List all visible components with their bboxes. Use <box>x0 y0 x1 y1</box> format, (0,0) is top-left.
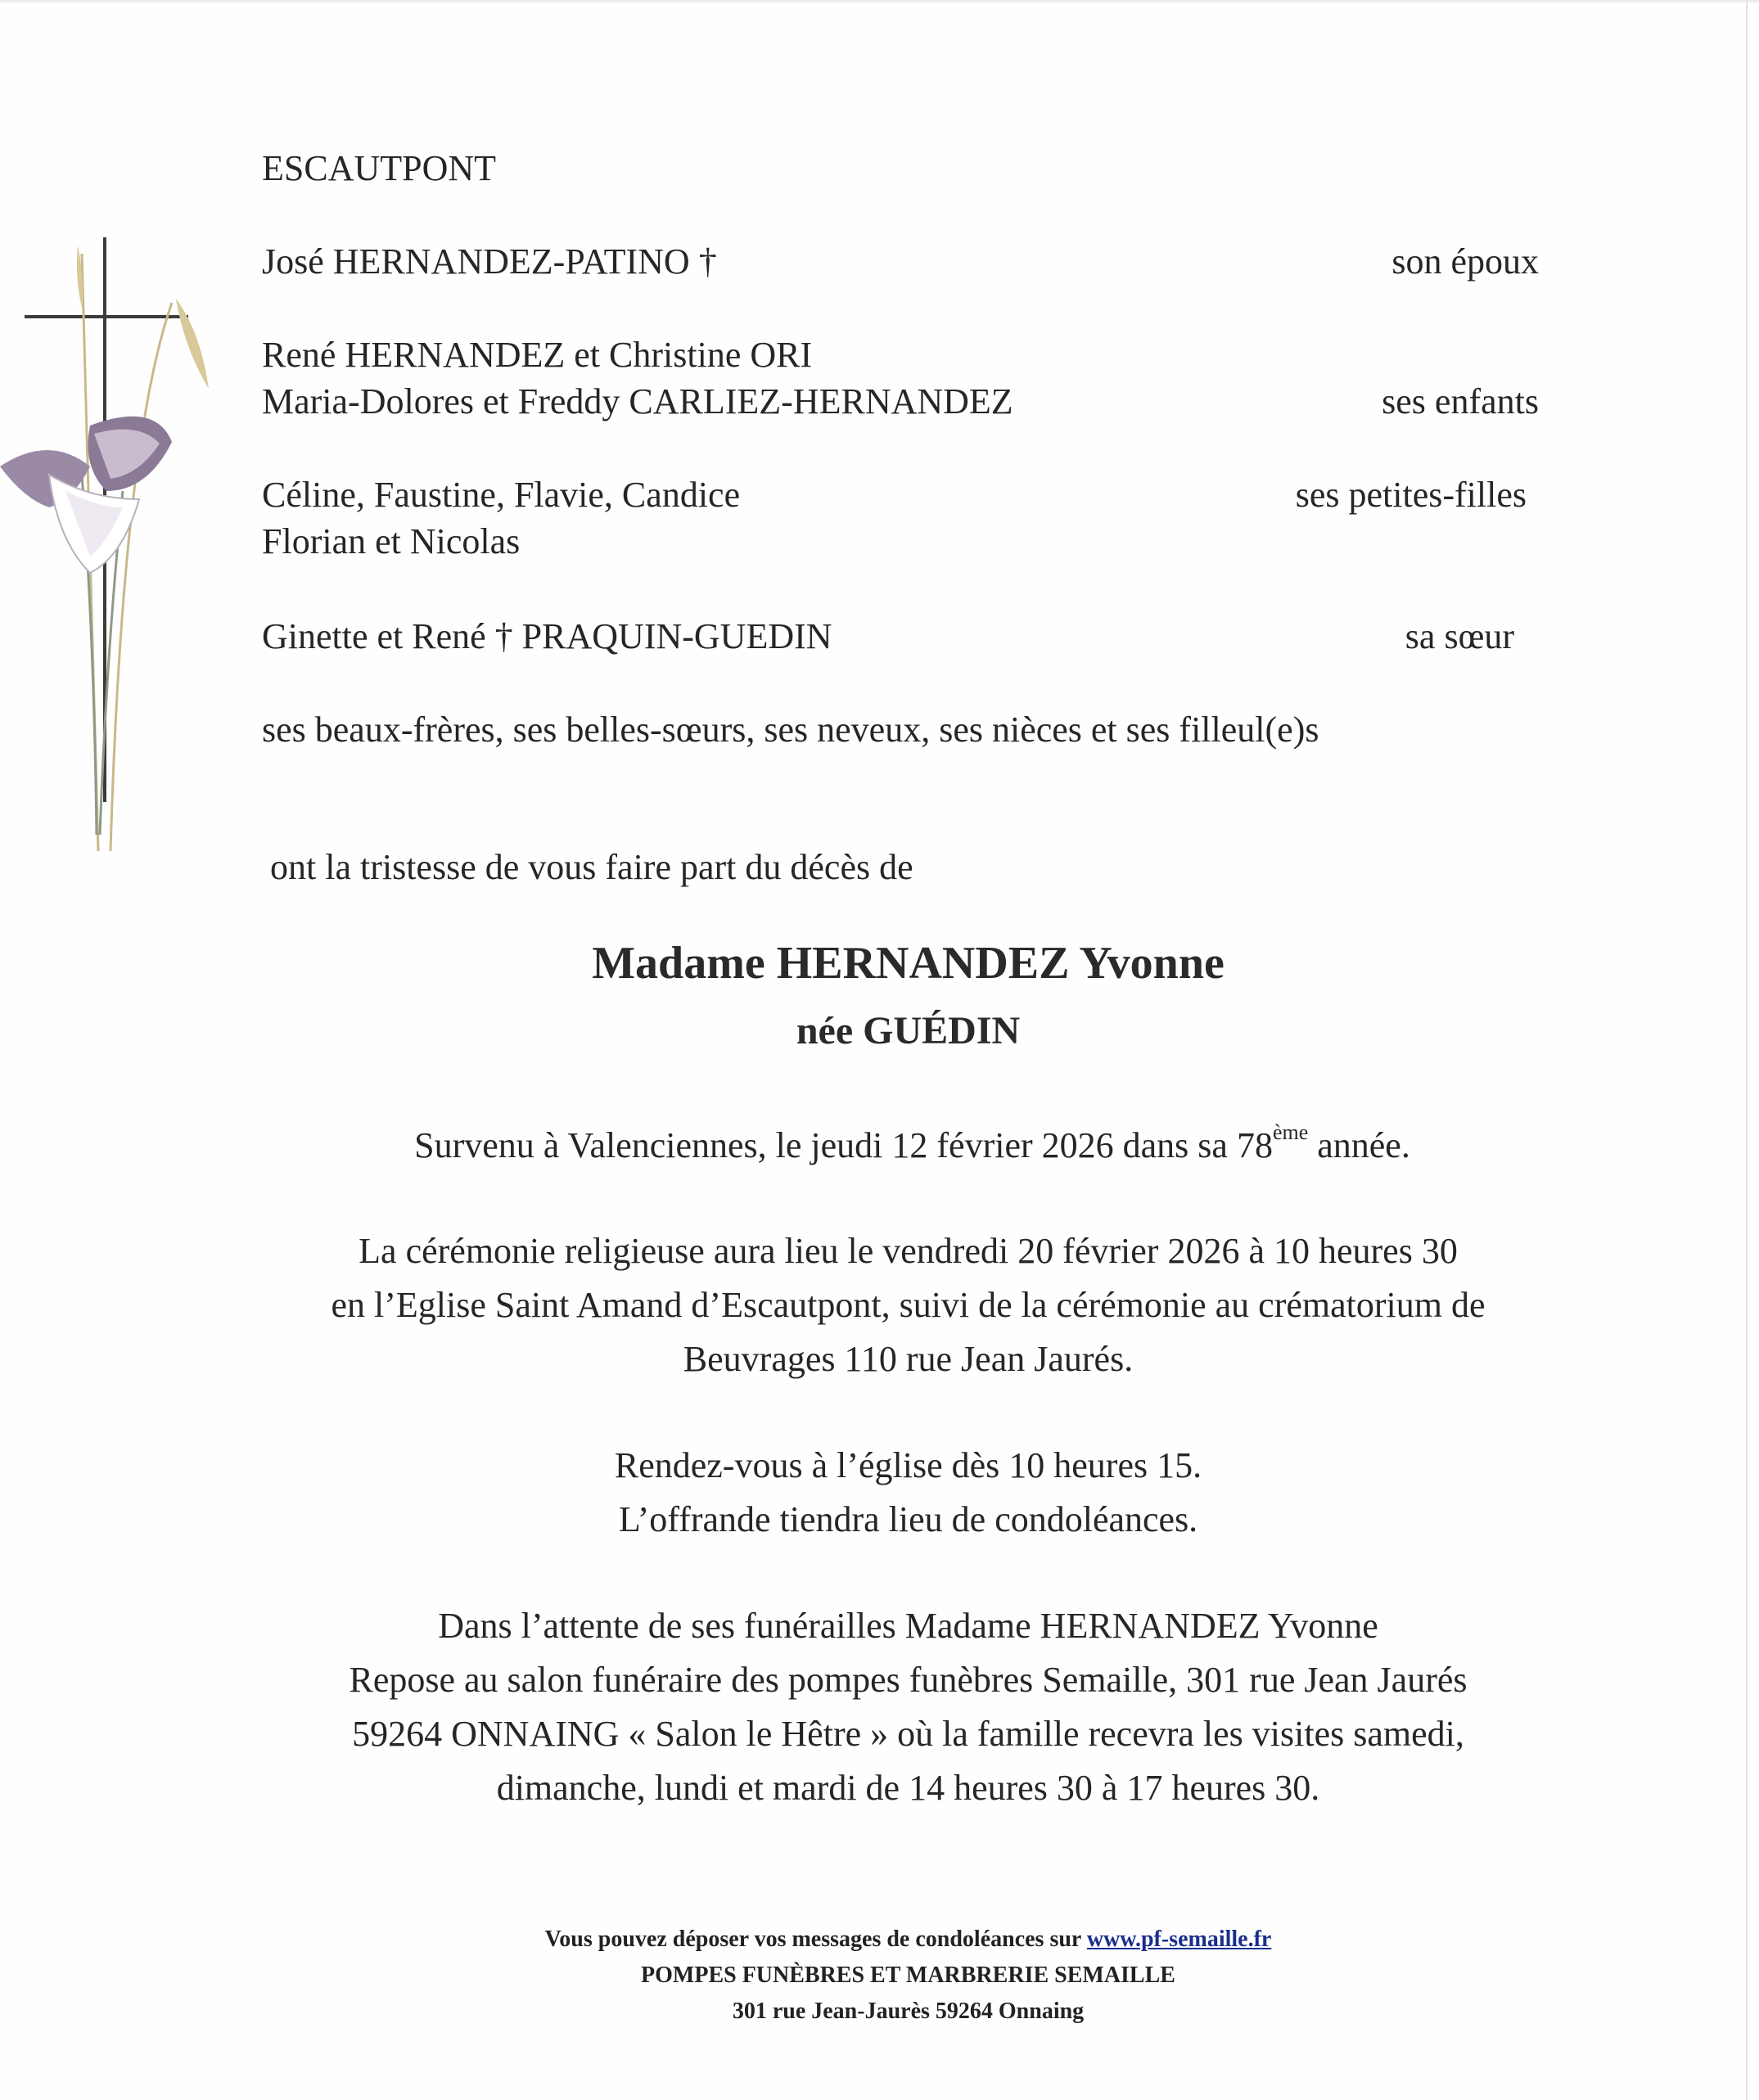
rest-line-1: Dans l’attente de ses funérailles Madame HERNANDEZ Yvonne <box>438 1606 1378 1646</box>
deceased-maiden-name: née GUÉDIN <box>796 1009 1021 1052</box>
scan-edge-top <box>0 0 1759 2</box>
cross-lily-decoration-icon <box>0 229 221 867</box>
grandchildren-relation: ses petites-filles <box>1295 475 1527 515</box>
meeting-line-2: L’offrande tiendra lieu de condoléances. <box>618 1499 1198 1539</box>
ceremony-line-2: en l’Eglise Saint Amand d’Escautpont, suivi de la cérémonie au crématorium de <box>331 1285 1486 1325</box>
header-location: ESCAUTPONT <box>262 148 497 188</box>
spouse-name: José HERNANDEZ-PATINO † <box>262 241 717 282</box>
announcement: ont la tristesse de vous faire part du décès de <box>270 847 913 887</box>
child-2-name: Maria-Dolores et Freddy CARLIEZ-HERNANDEZ <box>262 381 1013 421</box>
meeting-line-1: Rendez-vous à l’église dès 10 heures 15. <box>614 1445 1202 1485</box>
grandchildren-line-2: Florian et Nicolas <box>262 521 521 561</box>
extended-family: ses beaux-frères, ses belles-sœurs, ses neveux, ses nièces et ses filleul(e)s <box>262 710 1319 750</box>
grandchildren-line-1: Céline, Faustine, Flavie, Candice <box>262 475 741 515</box>
death-details <box>33 1119 1759 1173</box>
child-1-name: René HERNANDEZ et Christine ORI <box>262 335 813 375</box>
sister-relation: sa sœur <box>1405 616 1514 656</box>
website-link[interactable]: www.pf-semaille.fr <box>1086 1927 1272 1952</box>
sister-name: Ginette et René † PRAQUIN-GUEDIN <box>262 616 832 656</box>
footer-company: POMPES FUNÈBRES ET MARBRERIE SEMAILLE <box>641 1963 1175 1988</box>
children-relation: ses enfants <box>1382 381 1539 421</box>
death-text: Survenu à Valenciennes, le jeudi 12 février 2026 dans sa 78 <box>414 1125 1273 1165</box>
condolence-text: Vous pouvez déposer vos messages de condoléances sur <box>544 1927 1087 1952</box>
rest-line-3: 59264 ONNAING « Salon le Hêtre » où la famille recevra les visites samedi, <box>352 1714 1464 1754</box>
rest-line-4: dimanche, lundi et mardi de 14 heures 30 à 17 heures 30. <box>496 1768 1320 1808</box>
death-text-end: année. <box>1308 1125 1410 1165</box>
deceased-name: Madame HERNANDEZ Yvonne <box>592 938 1225 989</box>
footer-condolences <box>29 1925 1759 1954</box>
footer-address: 301 rue Jean-Jaurès 59264 Onnaing <box>732 1999 1085 2024</box>
rest-line-2: Repose au salon funéraire des pompes funèbres Semaille, 301 rue Jean Jaurés <box>349 1660 1468 1700</box>
ceremony-line-3: Beuvrages 110 rue Jean Jaurés. <box>683 1339 1134 1379</box>
ceremony-line-1: La cérémonie religieuse aura lieu le vendredi 20 février 2026 à 10 heures 30 <box>359 1231 1458 1271</box>
spouse-relation: son époux <box>1391 241 1539 282</box>
ordinal-suffix: ème <box>1272 1120 1309 1144</box>
